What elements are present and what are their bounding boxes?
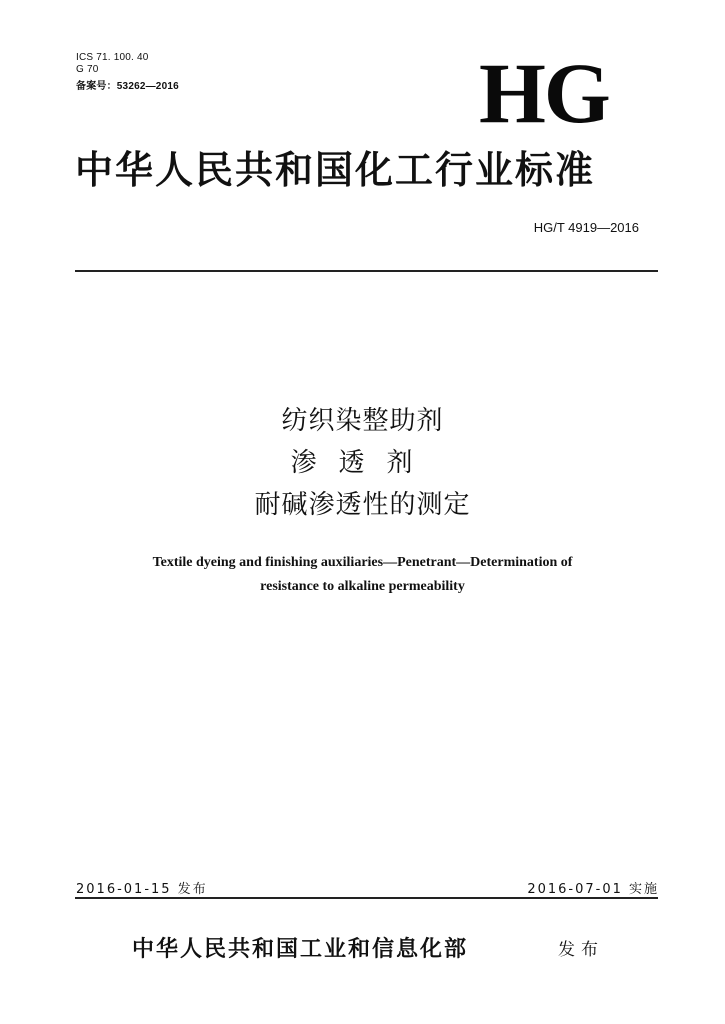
chinese-title-line-2: 渗透剂 <box>290 448 435 478</box>
english-title-line-2: resistance to alkaline permeability <box>260 579 465 594</box>
standard-type-title: 中华人民共和国化工行业标准 <box>75 147 596 192</box>
ics-code: ICS 71. 100. 40 <box>76 52 149 63</box>
publisher-name: 中华人民共和国工业和信息化部 <box>132 936 469 962</box>
implementation-date: 2016-07-01 实施 <box>527 882 659 897</box>
ccs-code: G 70 <box>76 64 99 75</box>
publish-label: 发布 <box>558 940 604 960</box>
top-divider <box>75 270 658 272</box>
standard-number: HG/T 4919—2016 <box>533 220 639 235</box>
filing-number: 备案号：53262—2016 <box>76 81 179 92</box>
chinese-title-line-3: 耐碱渗透性的测定 <box>254 490 471 520</box>
bottom-divider <box>75 897 658 899</box>
chinese-title-line-1: 纺织染整助剂 <box>281 406 444 436</box>
issue-date: 2016-01-15 发布 <box>76 882 208 897</box>
english-title-line-1: Textile dyeing and finishing auxiliaries—Penetrant—Determination of <box>152 555 573 570</box>
hg-logo: HG <box>479 45 609 141</box>
